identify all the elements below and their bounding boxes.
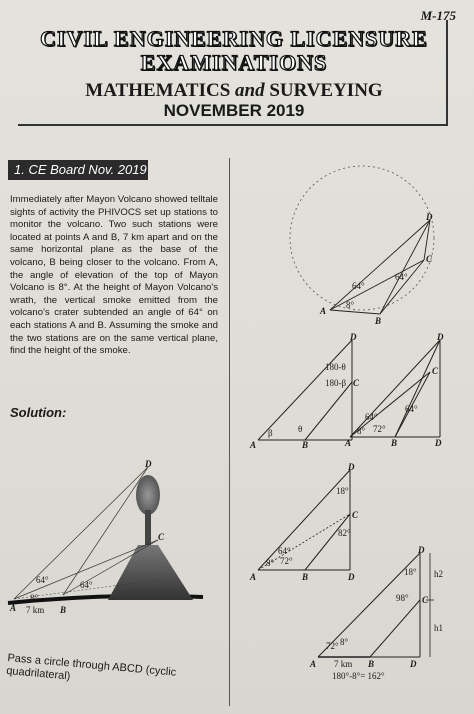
fig4-label-A: A [345,438,352,448]
header-date: NOVEMBER 2019 [163,101,305,120]
fig2-angle-64a: 64° [352,281,365,291]
fig2-label-A: A [320,306,327,316]
page-number: M-175 [420,8,456,23]
angle72-figure [345,332,455,450]
fig6-label-A: A [310,659,317,669]
fig4-angle-64a: 64° [365,412,378,422]
fig4-label-D: D [437,332,444,342]
subtitle-and: and [235,80,265,101]
fig2-label-C: C [426,254,433,264]
fig5-label-A: A [250,572,257,582]
fig4-angle-64b: 64° [405,404,418,414]
fig5-angle-72: 72° [280,556,293,566]
fig5-angle-8: 8° [266,558,275,568]
fig5-label-B: B [302,572,309,582]
fig6-angle-18: 18° [404,567,417,577]
fig1-angle-64b: 64° [80,580,93,590]
fig1-label-A: A [10,603,17,613]
fig6-label-C: C [422,595,429,605]
fig6-calc: 180°-8°= 162° [332,671,385,681]
problem-label: 1. CE Board Nov. 2019 [8,160,148,180]
fig3-angle-theta: θ [298,424,303,434]
fig3-label-B: B [302,440,309,450]
fig2-angle-64b: 64° [395,272,408,282]
fig6-angle-8: 8° [340,637,349,647]
fig1-label-C: C [158,532,165,542]
fig1-label-D: D [145,459,152,469]
header-subtitle [14,80,454,102]
fig1-angle-8: 8° [30,593,39,603]
header-title-line2: EXAMINATIONS [140,50,328,75]
fig4-angle-8: 8° [357,426,366,436]
fig5-label-C: C [352,510,359,520]
fig4-angle-72: 72° [373,424,386,434]
fig3-label-D: D [350,332,357,342]
fig5-angle-64: 64° [278,546,291,556]
fig2-label-D: D [426,212,433,222]
fig1-label-B: B [60,605,67,615]
fig4-label-B: B [391,438,398,448]
solution-label: Solution: [10,405,67,420]
problem-text: Immediately after Mayon Volcano showed telltale sights of activity the PHIVOCS set up stations to monitor the volcano. Two such stations were located at points A and B, 7 km apart and on the same horizontal plane as the base of the volcano, B being closer to the volcano. From A, the angle of elevation of the top of Mayon Volcano is 8°. At the height of Mayon Volcano's wrath, the vertical smoke emitted from the volcano's crater subtended an angle of 64° on each stations A and B. Assuming the smoke and the two stations are on the same vertical plane, find the height of the smoke. [10,194,218,357]
volcano-figure [8,455,223,625]
fig2-label-B: B [375,316,382,326]
fig1-angle-64a: 64° [36,575,49,585]
fig6-h2: h2 [434,569,443,579]
header-title-line1: CIVIL ENGINEERING LICENSURE [40,26,428,51]
fig4-label-C: C [432,366,439,376]
solution-note: Pass a circle through ABCD (cyclic quadrilateral) [5,652,177,683]
fig2-angle-8: 8° [346,300,355,310]
column-divider [229,158,230,706]
subtitle-surveying: SURVEYING [269,80,383,101]
fig6-angle-72: 72° [326,641,339,651]
subtitle-math: MATHEMATICS [85,80,231,101]
fig4-label-D2: D [435,438,442,448]
fig5-label-D: D [348,462,355,472]
fig3-angle-180-beta: 180-β [325,378,347,388]
fig6-label-D2: D [410,659,417,669]
fig3-label-A: A [250,440,257,450]
fig3-angle-180-theta: 180-θ [325,362,346,372]
fig6-angle-98: 98° [396,593,409,603]
fig5-angle-18: 18° [336,486,349,496]
fig6-label-B: B [368,659,375,669]
fig6-label-D: D [418,545,425,555]
fig6-h1: h1 [434,623,443,633]
fig6-km: 7 km [334,659,353,669]
circle-figure [290,162,450,326]
fig5-angle-82: 82° [338,528,351,538]
fig3-label-C: C [353,378,360,388]
fig5-label-D2: D [348,572,355,582]
height-figure [310,545,460,685]
fig3-angle-beta: β [268,428,273,438]
fig1-km: 7 km [26,605,45,615]
